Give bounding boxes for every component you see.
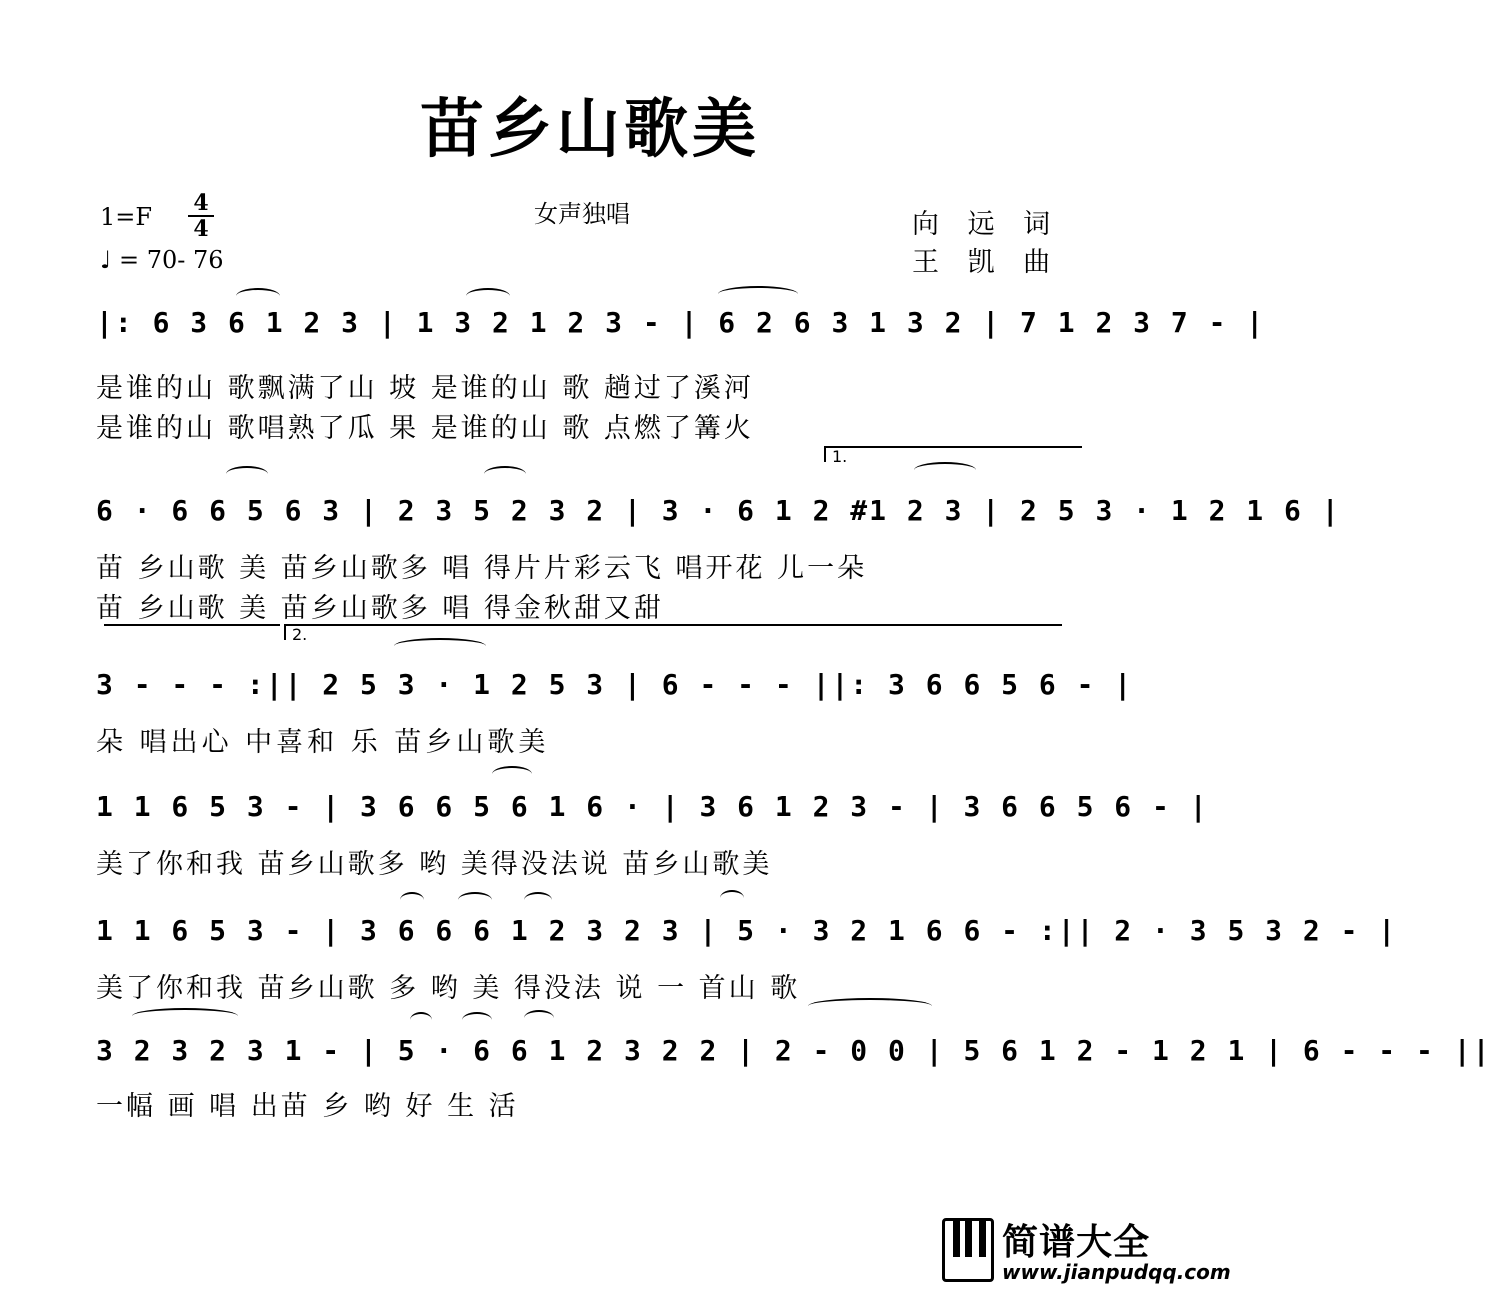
lyric-line: 苗 乡山歌 美 苗乡山歌多 唱 得金秋甜又甜 — [96, 593, 664, 624]
lyric-line: 一幅 画 唱 出苗 乡 哟 好 生 活 — [96, 1091, 519, 1122]
score-row-6 — [96, 1034, 1491, 1090]
notation-row: 1 1 6 5 3 - | 3 6 6 6 1 2 3 2 3 | 5 · 3 2 1 6 6 - :|| 2 · 3 5 3 2 - | — [96, 914, 1398, 947]
jianpu-watermark-logo — [942, 1214, 1231, 1286]
lyric-line: 是谁的山 歌飘满了山 坡 是谁的山 歌 趟过了溪河 — [96, 373, 754, 404]
lyricist-credit: 向 远 词 — [912, 209, 1061, 240]
lyric-line: 美了你和我 苗乡山歌 多 哟 美 得没法 说 一 首山 歌 — [96, 973, 801, 1004]
lyric-line: 朵 唱出心 中喜和 乐 苗乡山歌美 — [96, 727, 550, 758]
time-signature-top: 4 — [193, 190, 209, 216]
notation-row: 3 - - - :|| 2 5 3 · 1 2 5 3 | 6 - - - ||: 3 6 6 5 6 - | — [96, 668, 1134, 701]
lyric-line: 苗 乡山歌 美 苗乡山歌多 唱 得片片彩云飞 唱开花 儿一朵 — [96, 553, 868, 584]
watermark-brand: 简谱大全 — [1002, 1222, 1151, 1263]
volta-first-ending: 1. — [824, 446, 1082, 462]
score-row-4 — [96, 790, 1209, 846]
score-row-5 — [96, 914, 1398, 970]
composer-credit: 王 凯 曲 — [912, 247, 1061, 278]
song-title: 苗乡山歌美 — [420, 92, 760, 167]
time-signature — [188, 192, 214, 240]
tempo-marking: ♩ = 70- 76 — [100, 246, 224, 274]
time-signature-bottom: 4 — [193, 216, 209, 242]
notation-row: |: 6 3 6 1 2 3 | 1 3 2 1 2 3 - | 6 2 6 3 1 3 2 | 7 1 2 3 7 - | — [96, 306, 1266, 339]
volta-second-ending: 2. — [284, 624, 1062, 640]
performer-label: 女声独唱 — [534, 200, 630, 228]
key-signature: 1=F — [100, 203, 153, 231]
lyric-line: 美了你和我 苗乡山歌多 哟 美得没法说 苗乡山歌美 — [96, 849, 773, 880]
lyric-line: 是谁的山 歌唱熟了瓜 果 是谁的山 歌 点燃了篝火 — [96, 413, 754, 444]
score-row-1 — [96, 306, 1266, 362]
notation-row: 1 1 6 5 3 - | 3 6 6 5 6 1 6 · | 3 6 1 2 3 - | 3 6 6 5 6 - | — [96, 790, 1209, 823]
score-row-2 — [96, 494, 1341, 550]
notation-row: 3 2 3 2 3 1 - | 5 · 6 6 1 2 3 2 2 | 2 - 0 0 | 5 6 1 2 - 1 2 1 | 6 - - - || — [96, 1034, 1491, 1067]
notation-row: 6 · 6 6 5 6 3 | 2 3 5 2 3 2 | 3 · 6 1 2 #1 2 3 | 2 5 3 · 1 2 1 6 | — [96, 494, 1341, 527]
piano-icon — [942, 1218, 994, 1282]
score-row-3 — [96, 668, 1134, 724]
watermark-url: www.jianpudqq.com — [1002, 1260, 1231, 1284]
